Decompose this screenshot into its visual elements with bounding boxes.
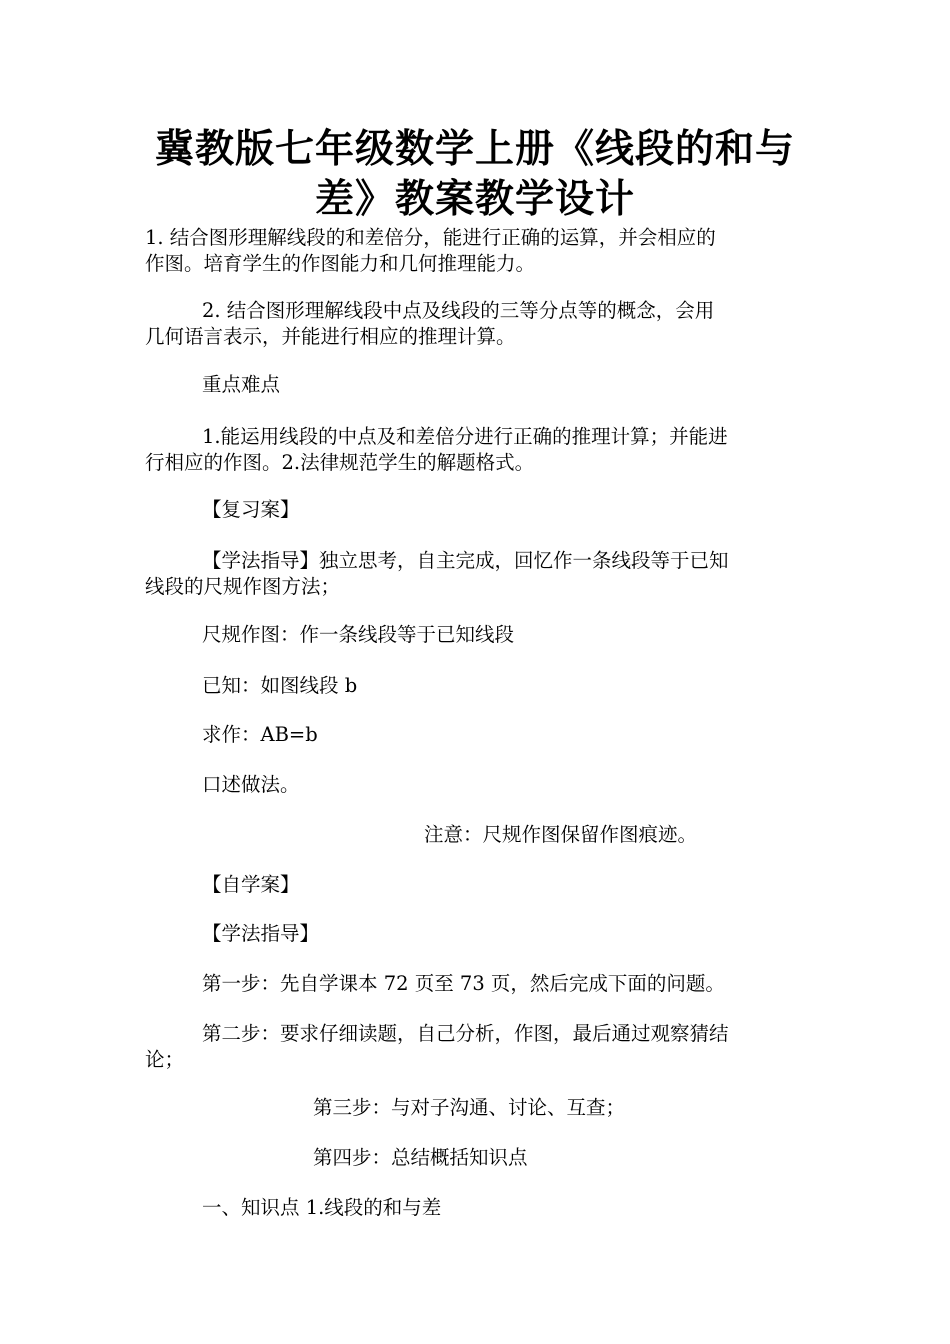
text-line: 论； [145,1048,185,1071]
text-line: 尺规作图：作一条线段等于已知线段 [202,623,515,646]
text-line: 第四步：总结概括知识点 [313,1146,528,1169]
step-3 [313,1095,950,1121]
text-line: 注意：尺规作图保留作图痕迹。 [424,823,698,846]
text-line: 口述做法。 [202,773,300,796]
text-line: 作图。培育学生的作图能力和几何推理能力。 [145,252,536,275]
text-line: 1.能运用线段的中点及和差倍分进行正确的推理计算；并能进 [202,425,728,448]
oral-method [202,772,864,798]
construction-task [202,622,864,648]
text-line: 重点难点 [202,373,281,396]
text-line: 线段的尺规作图方法； [145,575,341,598]
step-2 [145,1021,807,1073]
text-line: 【自学案】 [202,873,300,896]
text-line: 求作：AB=b [202,723,318,746]
step-1 [202,971,864,997]
study-method-paragraph [145,548,807,600]
document-title-line-2: 差》教案教学设计 [314,177,635,222]
text-line: 1. 结合图形理解线段的和差倍分，能进行正确的运算，并会相应的 [145,226,716,249]
study-method-heading [202,921,864,947]
note-statement [424,822,950,848]
step-4 [313,1145,950,1171]
document-title-line-1: 冀教版七年级数学上册《线段的和与 [154,127,795,172]
key-points-heading [202,372,864,398]
knowledge-point-1-heading [202,1195,864,1221]
text-line: 第二步：要求仔细读题，自己分析，作图，最后通过观察猜结 [202,1022,729,1045]
text-line: 几何语言表示，并能进行相应的推理计算。 [145,325,516,348]
text-line: 【复习案】 [202,498,300,521]
text-line: 已知：如图线段 b [202,674,358,697]
review-section-heading [202,497,864,523]
self-study-section-heading [202,872,864,898]
text-line: 第三步：与对子沟通、讨论、互查； [313,1096,626,1119]
text-line: 【学法指导】 [202,922,320,945]
objective-2-paragraph [145,298,807,350]
key-points-paragraph [145,424,807,476]
objective-1-paragraph [145,225,807,277]
text-line: 一、知识点 1.线段的和与差 [202,1196,442,1219]
text-line: 2. 结合图形理解线段中点及线段的三等分点等的概念，会用 [202,299,715,322]
text-line: 第一步：先自学课本 72 页至 73 页，然后完成下面的问题。 [202,972,725,995]
text-line: 【学法指导】独立思考，自主完成，回忆作一条线段等于已知 [202,549,729,572]
text-line: 行相应的作图。2.法律规范学生的解题格式。 [145,451,535,474]
given-statement [202,673,864,699]
required-statement [202,722,864,748]
